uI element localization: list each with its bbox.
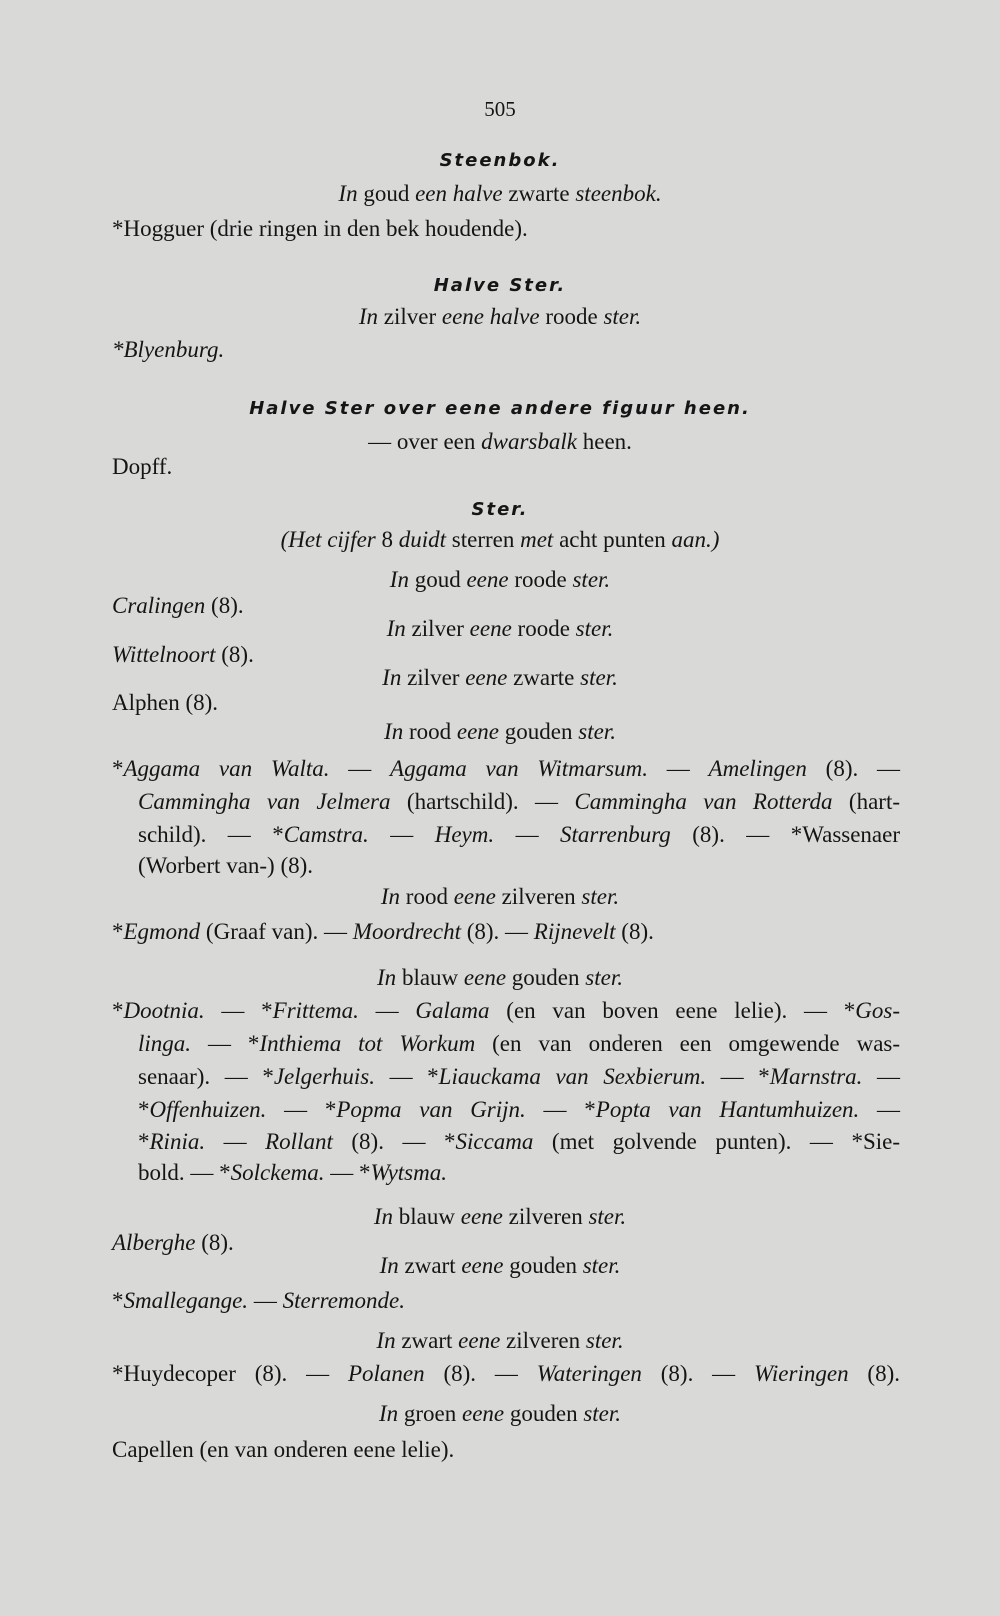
entry-text: (hart- <box>832 789 900 814</box>
heading-steenbok: Steenbok. <box>439 150 561 171</box>
blazon-blauw-zilveren: In blauw eene zilveren ster. <box>373 1204 627 1229</box>
entry-wittelnoort: Wittelnoort (8). <box>112 642 254 667</box>
entry-text: (8). — * <box>332 1129 456 1154</box>
entry-text: (8). — <box>424 1361 537 1386</box>
entry-line <box>112 1287 405 1315</box>
blazon-blauw-gouden: In blauw eene gouden ster. <box>377 965 623 990</box>
italic-name: Liauckama van Sexbierum. <box>438 1064 707 1089</box>
heading-halve-ster-over: Halve Ster over eene andere figuur heen. <box>249 398 751 419</box>
italic-name: Wytsma. <box>370 1160 447 1185</box>
italic-name: Camstra. <box>283 822 369 847</box>
entry-line <box>138 1159 447 1187</box>
italic-name: Solckema. <box>230 1160 325 1185</box>
italic-name: Starrenburg <box>560 822 671 847</box>
italic-name: Rijnevelt <box>533 919 616 944</box>
entry-text: (8). — <box>806 756 900 781</box>
entry-blyenburg: *Blyenburg. <box>112 337 225 362</box>
blazon-rood-zilveren: In rood eene zilveren ster. <box>380 884 620 909</box>
entry-text: * <box>138 1129 150 1154</box>
entry-line <box>138 1096 900 1124</box>
entry-text: (Worbert van-) (8). <box>138 853 314 878</box>
entry-line <box>138 1128 900 1156</box>
italic-name: Egmond <box>123 919 201 944</box>
italic-name: Inthiema tot Workum <box>259 1031 476 1056</box>
entry-text: senaar). — * <box>138 1064 274 1089</box>
entry-text: — * <box>706 1064 770 1089</box>
entry-text: * <box>112 919 124 944</box>
entry-text: — <box>329 756 391 781</box>
entry-text: *Huydecoper (8). — <box>112 1361 348 1386</box>
entry-text: — <box>862 1064 901 1089</box>
entry-line <box>112 997 900 1025</box>
entry-line <box>138 1030 900 1058</box>
blazon-zwart-zilveren: In zwart eene zilveren ster. <box>376 1328 624 1353</box>
italic-name: linga. <box>138 1031 192 1056</box>
italic-name: Cammingha van Jelmera <box>138 789 391 814</box>
entry-line <box>138 788 900 816</box>
entry-line <box>112 755 900 783</box>
entry-text: — * <box>525 1097 596 1122</box>
entry-text: (8). <box>615 919 654 944</box>
italic-name: Gos- <box>855 998 900 1023</box>
entry-text: — * <box>204 998 273 1023</box>
entry-text: * <box>112 756 124 781</box>
entry-text: (Graaf van). — <box>200 919 353 944</box>
italic-name: Smallegange. <box>123 1288 249 1313</box>
blazon-zwart-gouden: In zwart eene gouden ster. <box>379 1253 621 1278</box>
italic-name: Frittema. <box>272 998 359 1023</box>
entry-text: (8). — *Wassenaer <box>670 822 901 847</box>
italic-name: Aggama van Witmarsum. <box>390 756 648 781</box>
note-cijfer: (Het cijfer 8 duidt sterren met acht punten aan.) <box>280 527 720 552</box>
italic-name: Marnstra. <box>769 1064 863 1089</box>
entry-text: — * <box>266 1097 337 1122</box>
blazon-halve-ster: In zilver eene halve roode ster. <box>358 304 642 329</box>
entry-text: (en van onderen een omgewende was- <box>475 1031 901 1056</box>
heading-halve-ster: Halve Ster. <box>433 275 567 296</box>
entry-dopff: Dopff. <box>112 454 173 479</box>
entry-text: (8). — <box>460 919 534 944</box>
entry-text: — <box>205 1129 266 1154</box>
entry-capellen: Capellen (en van onderen eene lelie). <box>112 1437 455 1462</box>
italic-name: Popta van Hantumhuizen. <box>595 1097 860 1122</box>
entry-text: * <box>112 998 124 1023</box>
entry-text: — <box>358 998 416 1023</box>
italic-name: Wateringen <box>536 1361 642 1386</box>
entry-text: (8). <box>848 1361 900 1386</box>
italic-name: Cammingha van Rotterda <box>574 789 833 814</box>
entry-text: — * <box>324 1160 371 1185</box>
italic-name: Wieringen <box>754 1361 849 1386</box>
italic-name: Moordrecht <box>352 919 461 944</box>
entry-line <box>138 821 900 849</box>
entry-text: (8). — <box>641 1361 755 1386</box>
entry-text: — * <box>374 1064 439 1089</box>
entry-hogguer: *Hogguer (drie ringen in den bek houdende). <box>112 216 528 241</box>
entry-text: * <box>112 1288 124 1313</box>
entry-alphen: Alphen (8). <box>112 690 219 715</box>
entry-text: — <box>248 1288 283 1313</box>
blazon-zilver-roode: In zilver eene roode ster. <box>386 616 614 641</box>
entry-alberghe: Alberghe (8). <box>112 1230 234 1255</box>
entry-text: * <box>138 1097 150 1122</box>
entry-text: — <box>368 822 435 847</box>
italic-name: Jelgerhuis. <box>273 1064 375 1089</box>
entry-text: — <box>859 1097 901 1122</box>
page-number: 505 <box>484 97 516 121</box>
entry-line <box>112 1360 900 1388</box>
italic-name: Aggama van Walta. <box>123 756 330 781</box>
blazon-steenbok: In goud een halve zwarte steenbok. <box>338 181 662 206</box>
entry-text: (en van boven eene lelie). — * <box>489 998 856 1023</box>
italic-name: Sterremonde. <box>282 1288 405 1313</box>
blazon-rood-gouden: In rood eene gouden ster. <box>384 719 616 744</box>
italic-name: Amelingen <box>708 756 807 781</box>
entry-text: schild). — * <box>138 822 284 847</box>
italic-name: Rollant <box>265 1129 333 1154</box>
entry-cralingen: Cralingen (8). <box>112 593 244 618</box>
italic-name: Dootnia. <box>123 998 205 1023</box>
blazon-goud-roode: In goud eene roode ster. <box>389 567 611 592</box>
blazon-zilver-zwarte: In zilver eene zwarte ster. <box>382 665 618 690</box>
entry-text: bold. — * <box>138 1160 231 1185</box>
italic-name: Heym. <box>434 822 495 847</box>
italic-name: Rinia. <box>149 1129 206 1154</box>
blazon-groen-gouden: In groen eene gouden ster. <box>378 1401 622 1426</box>
blazon-dwarsbalk: — over een dwarsbalk heen. <box>368 429 632 454</box>
entry-text: (hartschild). — <box>390 789 575 814</box>
italic-name: Popma van Grijn. <box>336 1097 526 1122</box>
italic-name: Polanen <box>347 1361 425 1386</box>
heading-ster: Ster. <box>471 499 529 520</box>
entry-text: (met golvende punten). — *Sie- <box>533 1129 900 1154</box>
entry-text: — <box>647 756 709 781</box>
italic-name: Galama <box>415 998 490 1023</box>
entry-text: — <box>494 822 561 847</box>
entry-line <box>138 852 313 880</box>
entry-line <box>112 918 654 946</box>
entry-text: — * <box>191 1031 260 1056</box>
italic-name: Siccama <box>455 1129 534 1154</box>
entry-line <box>138 1063 900 1091</box>
italic-name: Offenhuizen. <box>149 1097 267 1122</box>
